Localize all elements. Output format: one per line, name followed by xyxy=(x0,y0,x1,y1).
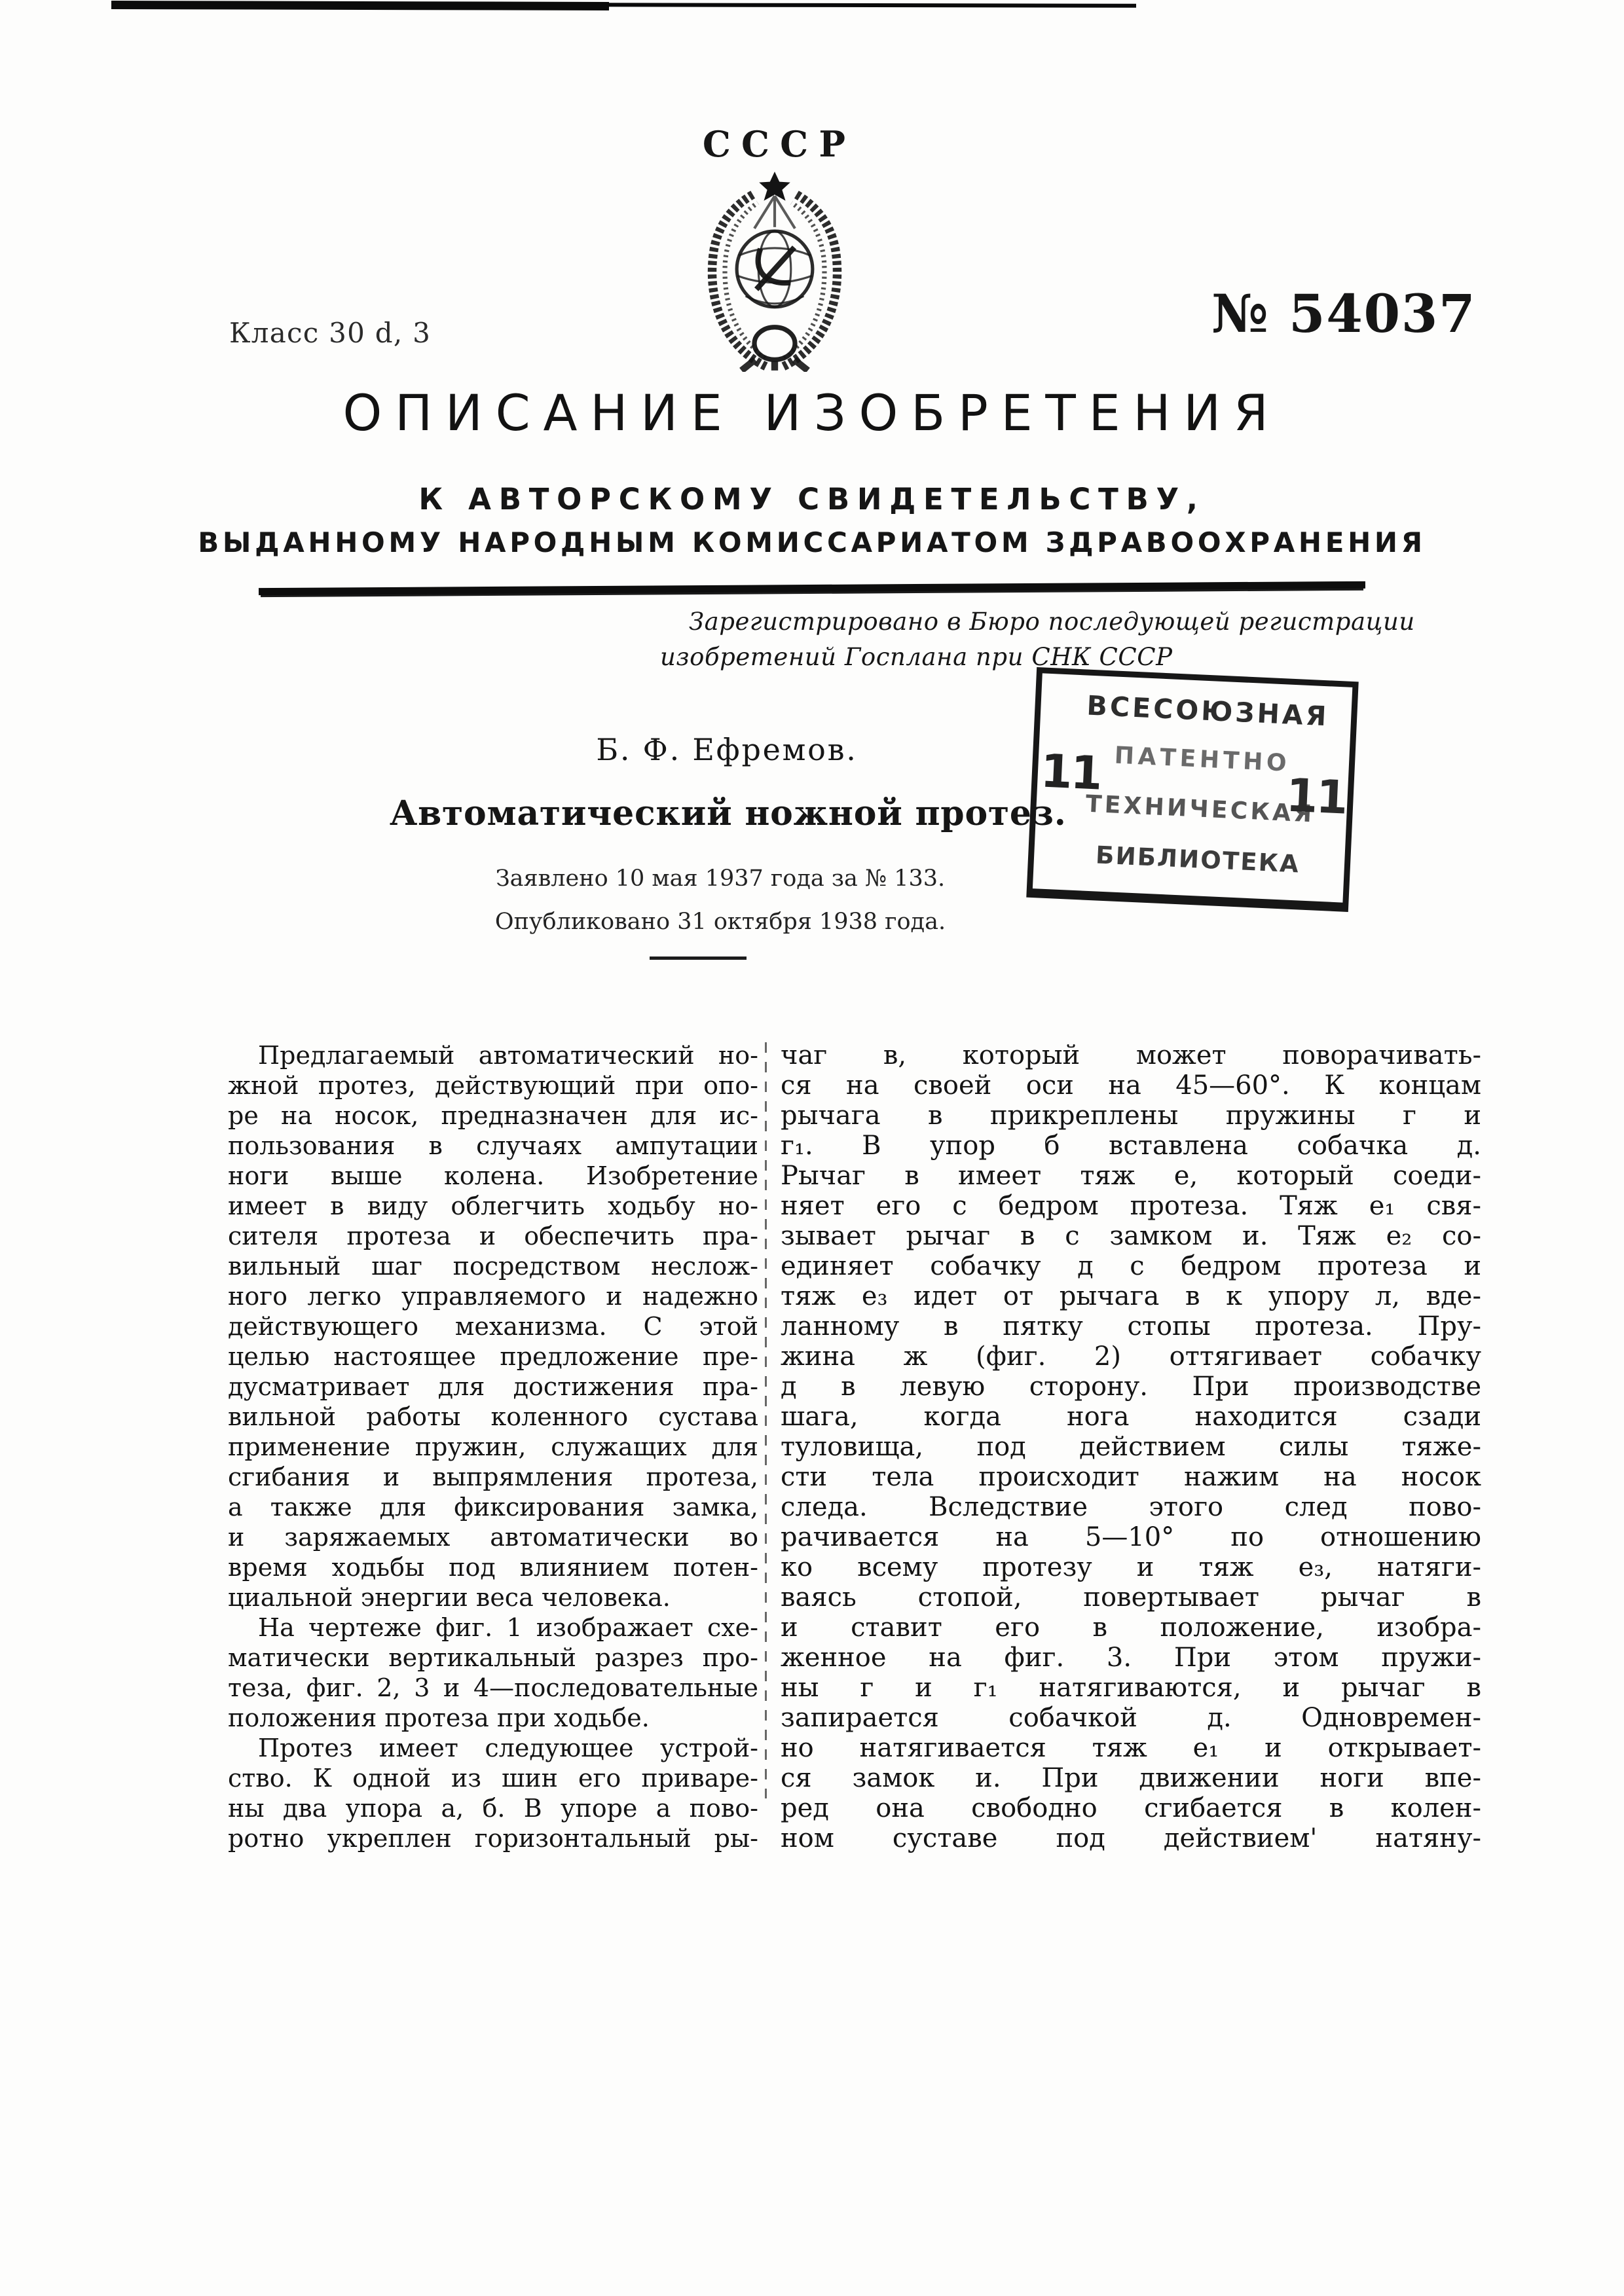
text-line: циальной энергии веса человека. xyxy=(228,1583,671,1612)
text-line: сителя протеза и обеспечить пра- xyxy=(228,1222,758,1250)
author-name: Б. Ф. Ефремов. xyxy=(596,732,858,767)
text-line: На чертеже фиг. 1 изображает схе- xyxy=(258,1613,758,1642)
subtitle-line-2: ВЫДАННОМУ НАРОДНЫМ КОМИССАРИАТОМ ЗДРАВООХРАНЕНИЯ xyxy=(198,526,1426,558)
registration-note-line-2: изобретений Госплана при СНК СССР xyxy=(660,643,1173,671)
paragraph xyxy=(781,1040,1481,1853)
text-line: шага, когда нога находится сзади xyxy=(781,1402,1481,1432)
stamp-line-4: БИБЛИОТЕКА xyxy=(1095,841,1301,879)
text-line: вильный шаг посредством неслож- xyxy=(228,1252,758,1281)
section-rule xyxy=(650,957,747,960)
text-line: имеет в виду облегчить ходьбу но- xyxy=(228,1192,758,1220)
text-line: единяет собачку д с бедром протеза и xyxy=(781,1251,1481,1281)
country-label: СССР xyxy=(702,123,857,165)
scan-artifact-top-bar xyxy=(111,1,609,10)
text-line: целью настоящее предложение пре- xyxy=(228,1342,758,1371)
paragraph xyxy=(228,1040,758,1613)
stamp-number-left: 11 xyxy=(1039,744,1102,801)
stamp-line-2: ПАТЕНТНО xyxy=(1113,742,1291,777)
text-line: матически вертикальный разрез про- xyxy=(228,1643,758,1672)
right-column xyxy=(781,1040,1481,1853)
text-line: г₁. В упор б вставлена собачка д. xyxy=(781,1131,1481,1161)
text-line: а также для фиксирования замка, xyxy=(228,1493,758,1522)
text-line: жина ж (фиг. 2) оттягивает собачку xyxy=(781,1341,1481,1372)
text-line: ноги выше колена. Изобретение xyxy=(228,1161,758,1190)
class-label: Класс 30 d, 3 xyxy=(229,317,432,349)
text-line: ланному в пятку стопы протеза. Пру- xyxy=(781,1311,1481,1341)
ussr-state-emblem-icon xyxy=(686,169,863,372)
text-line: и ставит его в положение, изобра- xyxy=(781,1613,1481,1643)
text-line: женное на фиг. 3. При этом пружи- xyxy=(781,1643,1481,1673)
text-line: ство. К одной из шин его приваре- xyxy=(228,1764,758,1793)
text-line: Рычаг в имеет тяж е, который соеди- xyxy=(781,1161,1481,1191)
registration-note-line-1: Зарегистрировано в Бюро последующей регистрации xyxy=(689,608,1415,636)
text-line: Протез имеет следующее устрой- xyxy=(258,1734,758,1762)
text-line: туловища, под действием силы тяже- xyxy=(781,1432,1481,1462)
stamp-number-right: 11 xyxy=(1285,768,1348,825)
text-line: рачивается на 5—10° по отношению xyxy=(781,1522,1481,1552)
text-line: ре на носок, предназначен для ис- xyxy=(228,1101,758,1130)
text-line: и заряжаемых автоматически во xyxy=(228,1523,758,1552)
text-line: ны два упора а, б. В упоре а пово- xyxy=(228,1794,758,1823)
text-line: сти тела происходит нажим на носок xyxy=(781,1462,1481,1492)
text-line: няет его с бедром протеза. Тяж е₁ свя- xyxy=(781,1191,1481,1221)
published-date-line: Опубликовано 31 октября 1938 года. xyxy=(494,909,946,935)
text-line: ном суставе под действием' натяну- xyxy=(781,1823,1481,1853)
subtitle-line-1: К АВТОРСКОМУ СВИДЕТЕЛЬСТВУ, xyxy=(418,482,1206,517)
stamp-line-1: ВСЕСОЮЗНАЯ xyxy=(1086,689,1330,733)
text-line: время ходьбы под влиянием потен- xyxy=(228,1553,758,1582)
text-line: ко всему протезу и тяж е₃, натяги- xyxy=(781,1552,1481,1582)
text-line: запирается собачкой д. Одновремен- xyxy=(781,1703,1481,1733)
text-line: зывает рычаг в с замком и. Тяж е₂ со- xyxy=(781,1221,1481,1251)
invention-title: Автоматический ножной протез. xyxy=(390,793,1067,833)
text-line: действующего механизма. С этой xyxy=(228,1312,758,1341)
text-line: чаг в, который может поворачивать- xyxy=(781,1040,1481,1070)
text-line: ся на своей оси на 45—60°. К концам xyxy=(781,1070,1481,1101)
library-stamp xyxy=(1026,667,1358,912)
text-line: ны г и г₁ натягиваются, и рычаг в xyxy=(781,1673,1481,1703)
stamp-line-3: ТЕХНИЧЕСКАЯ xyxy=(1084,790,1316,828)
heavy-divider-rule xyxy=(259,581,1365,595)
text-line: применение пружин, служащих для xyxy=(228,1432,758,1461)
filed-date-line: Заявлено 10 мая 1937 года за № 133. xyxy=(495,866,946,892)
main-title: ОПИСАНИЕ ИЗОБРЕТЕНИЯ xyxy=(342,384,1282,442)
text-line: положения протеза при ходьбе. xyxy=(228,1704,650,1732)
text-line: дусматривает для достижения пра- xyxy=(228,1372,758,1401)
text-line: рычага в прикреплены пружины г и xyxy=(781,1101,1481,1131)
paragraph xyxy=(228,1613,758,1733)
text-line: ред она свободно сгибается в колен- xyxy=(781,1793,1481,1823)
text-line: теза, фиг. 2, 3 и 4—последовательные xyxy=(228,1673,758,1702)
text-line: пользования в случаях ампутации xyxy=(228,1131,758,1160)
text-line: жной протез, действующий при опо- xyxy=(228,1071,758,1100)
text-line: сгибания и выпрямления протеза, xyxy=(228,1463,758,1491)
text-line: ного легко управляемого и надежно xyxy=(228,1282,758,1311)
patent-number: № 54037 xyxy=(1211,283,1477,344)
scan-artifact-top-line xyxy=(593,3,1136,7)
text-line: ротно укреплен горизонтальный ры- xyxy=(228,1824,758,1853)
text-line: ваясь стопой, повертывает рычаг в xyxy=(781,1582,1481,1613)
text-line: вильной работы коленного сустава xyxy=(228,1402,758,1431)
left-column xyxy=(228,1040,758,1853)
paragraph xyxy=(228,1733,758,1853)
text-line: тяж е₃ идет от рычага в к упору л, вде- xyxy=(781,1281,1481,1311)
text-line: но натягивается тяж е₁ и открывает- xyxy=(781,1733,1481,1763)
text-line: Предлагаемый автоматический но- xyxy=(258,1041,758,1070)
text-line: следа. Вследствие этого след пово- xyxy=(781,1492,1481,1522)
text-line: д в левую сторону. При производстве xyxy=(781,1372,1481,1402)
text-line: ся замок и. При движении ноги впе- xyxy=(781,1763,1481,1793)
column-divider xyxy=(765,1042,767,1798)
